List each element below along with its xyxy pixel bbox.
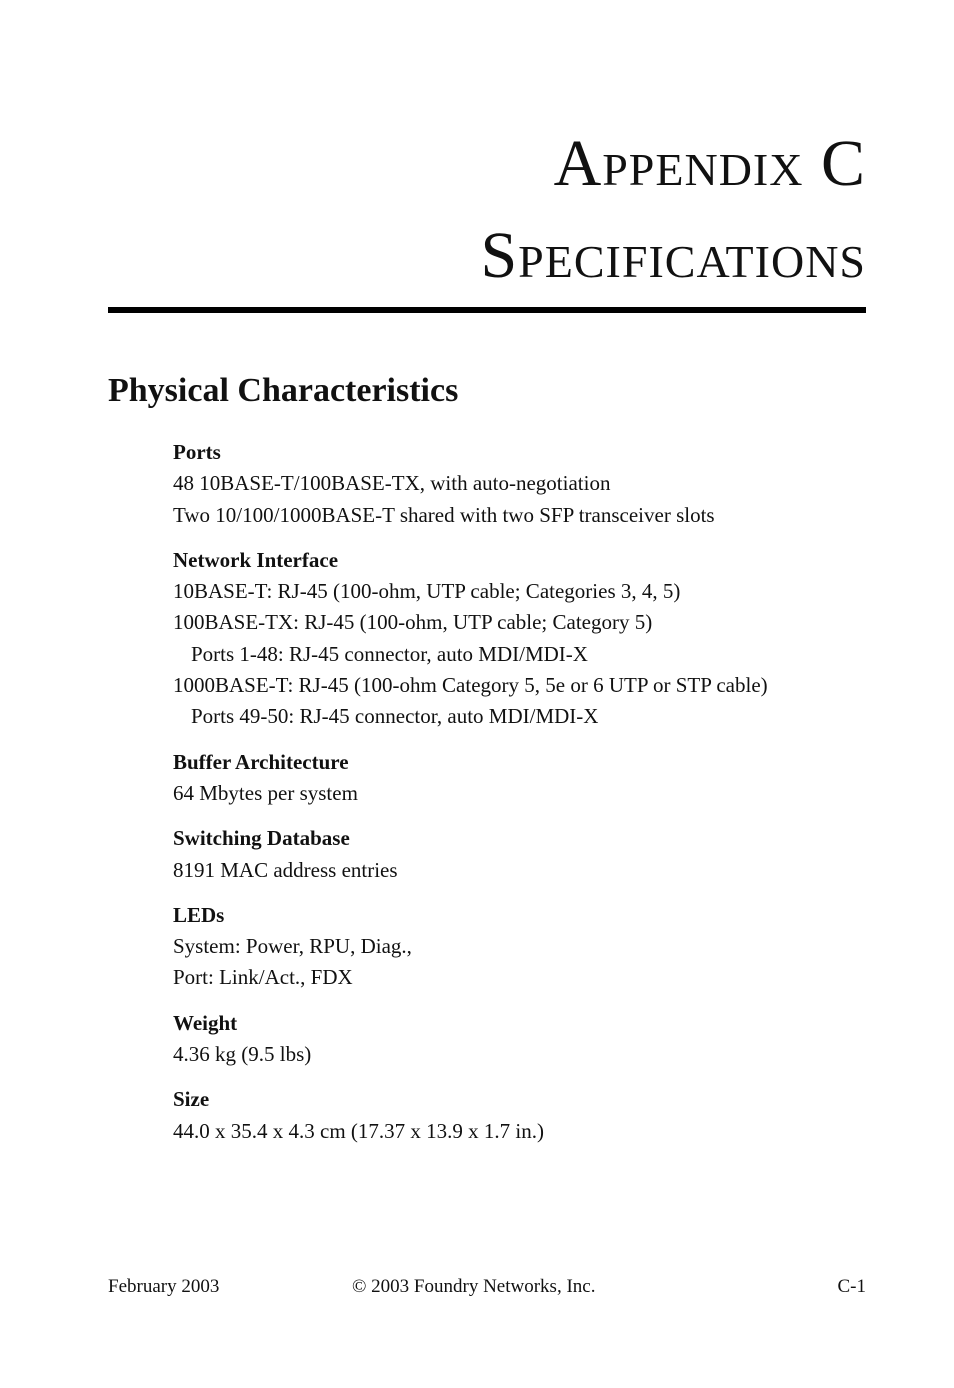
chapter-heading — [480, 118, 866, 302]
spec-value-line: Two 10/100/1000BASE-T shared with two SFP transceiver slots — [173, 502, 715, 527]
page-footer — [108, 1272, 866, 1302]
spec-label: Network Interface — [173, 547, 339, 572]
spec-block — [173, 545, 863, 733]
spec-list — [173, 437, 863, 1161]
spec-value-line: 100BASE-TX: RJ-45 (100-ohm, UTP cable; Category 5) — [173, 610, 653, 635]
spec-value-line: Ports 1-48: RJ-45 connector, auto MDI/MDI-X — [191, 641, 588, 666]
spec-value-line: 44.0 x 35.4 x 4.3 cm (17.37 x 13.9 x 1.7 in.) — [173, 1118, 544, 1143]
spec-block — [173, 900, 863, 994]
spec-value-line: Port: Link/Act., FDX — [173, 965, 353, 990]
spec-value-line: System: Power, RPU, Diag., — [173, 934, 412, 959]
spec-label: LEDs — [173, 902, 225, 927]
chapter-title: Specifications — [480, 219, 866, 292]
spec-value-line: 8191 MAC address entries — [173, 857, 398, 882]
spec-block — [173, 1008, 863, 1071]
footer-page-number: C-1 — [837, 1276, 866, 1297]
spec-label: Ports — [173, 440, 221, 464]
spec-label: Buffer Architecture — [173, 749, 349, 774]
footer-copyright: © 2003 Foundry Networks, Inc. — [352, 1276, 596, 1297]
spec-value-line: Ports 49-50: RJ-45 connector, auto MDI/MDI-X — [191, 704, 599, 729]
spec-label: Switching Database — [173, 826, 350, 851]
spec-block — [173, 437, 863, 531]
section-title: Physical Characteristics — [108, 372, 459, 409]
spec-value-line: 1000BASE-T: RJ-45 (100-ohm Category 5, 5e or 6 UTP or STP cable) — [173, 673, 768, 698]
spec-label: Weight — [173, 1010, 238, 1035]
spec-block — [173, 823, 863, 886]
spec-value-line: 10BASE-T: RJ-45 (100-ohm, UTP cable; Categories 3, 4, 5) — [173, 579, 681, 604]
spec-value-line: 4.36 kg (9.5 lbs) — [173, 1042, 312, 1067]
spec-block — [173, 1084, 863, 1147]
heading-divider — [108, 307, 866, 313]
footer-date: February 2003 — [108, 1276, 220, 1297]
spec-value-line: 64 Mbytes per system — [173, 780, 358, 805]
spec-block — [173, 747, 863, 810]
chapter-number: Appendix C — [553, 127, 866, 200]
spec-label: Size — [173, 1087, 210, 1112]
spec-value-line: 48 10BASE-T/100BASE-TX, with auto-negotiation — [173, 471, 611, 496]
